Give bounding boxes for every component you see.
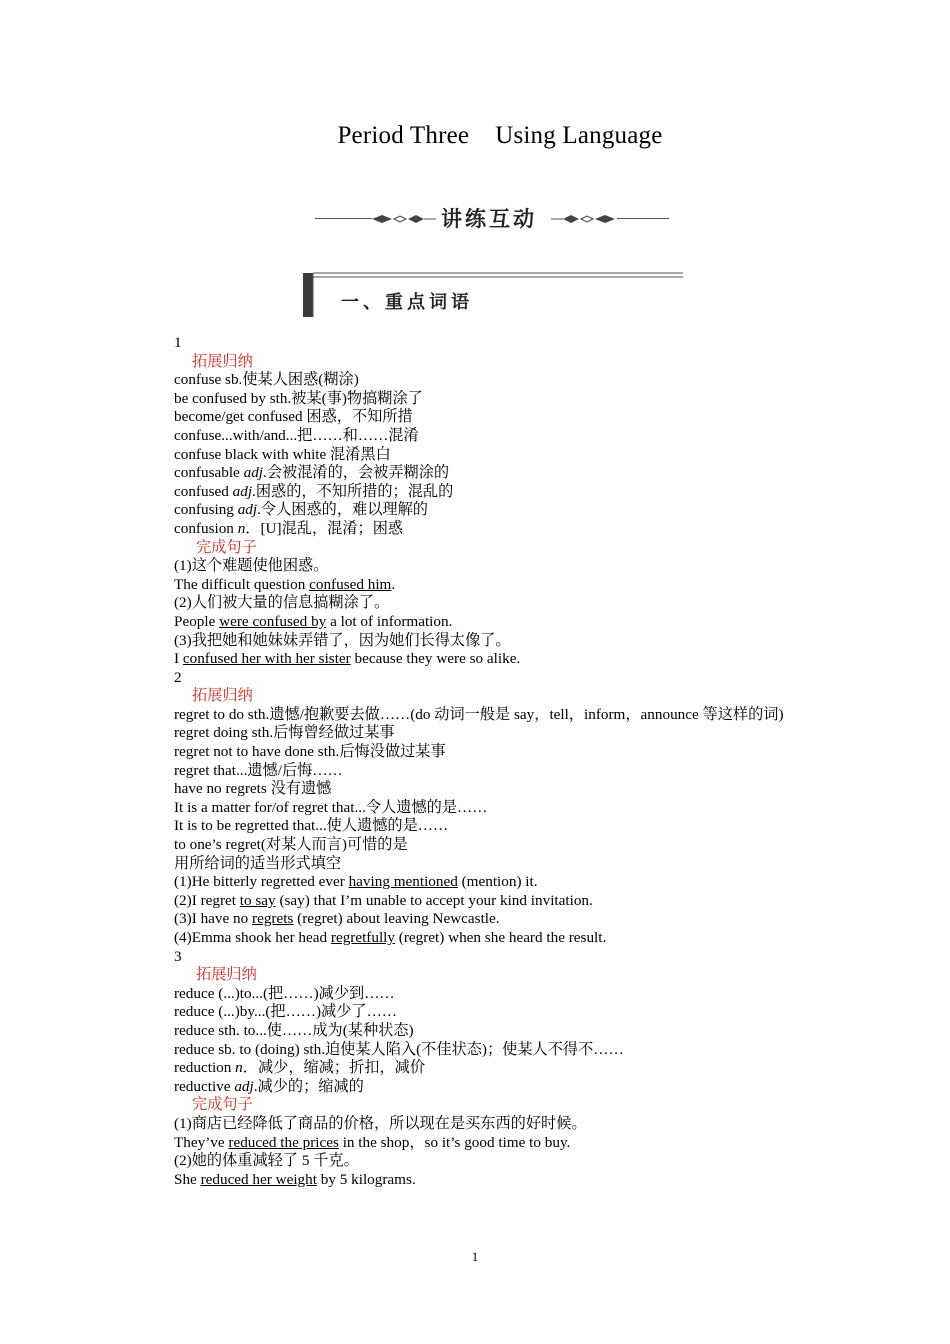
sentence-cn: (3)我把她和她妹妹弄错了，因为她们长得太像了。 [174, 631, 511, 649]
sentence-en: She reduced her weight by 5 kilograms. [174, 1170, 416, 1188]
answer-blank: regretfully [330, 929, 395, 946]
text-line: regret that...遗憾/后悔…… [174, 761, 343, 779]
answer-blank: reduced her weight [200, 1170, 317, 1188]
page-title [0, 122, 950, 150]
banner-rule-right [617, 218, 669, 219]
answer-blank: having mentioned [348, 873, 458, 891]
text-line: reduction n．减少，缩减；折扣，减价 [174, 1059, 425, 1077]
text-line: confuse black with white 混淆黑白 [174, 445, 391, 463]
sentence-en: I confused her with her sister because they were so alike. [174, 650, 521, 668]
title-using-language: Using Language [495, 122, 663, 149]
item-number: 3 [174, 947, 182, 965]
ornament-icon [370, 211, 438, 227]
expand-heading: 拓展归纳 [196, 966, 257, 984]
item-number: 1 [174, 334, 182, 351]
complete-heading: 完成句子 [192, 1096, 253, 1114]
section-banner [315, 203, 670, 235]
text-line: confuse sb.使某人困惑(糊涂) [174, 371, 359, 389]
answer-blank: regrets [252, 910, 294, 928]
fill-sentence: (2)I regret to say (say) that I’m unable to accept your kind invitation. [174, 891, 593, 909]
fill-sentence: (1)He bitterly regretted ever having mentioned (mention) it. [174, 873, 538, 891]
item-number: 2 [174, 668, 182, 686]
sentence-en: The difficult question confused him. [174, 575, 396, 593]
text-line: to one’s regret(对某人而言)可惜的是 [174, 836, 408, 854]
complete-heading: 完成句子 [196, 538, 257, 556]
text-line: be confused by sth.被某(事)物搞糊涂了 [174, 389, 423, 407]
answer-blank: confused her with her sister [182, 650, 351, 668]
content [140, 334, 820, 1189]
text-line: reduce (...)by...(把……)减少了…… [174, 1003, 397, 1021]
text-line: reduce (...)to...(把……)减少到…… [174, 984, 395, 1002]
expand-heading: 拓展归纳 [192, 687, 253, 705]
text-line: reduce sth. to...使……成为(某种状态) [174, 1021, 414, 1039]
text-line: regret doing sth.后悔曾经做过某事 [174, 724, 395, 742]
text-line: reduce sb. to (doing) sth.迫使某人陷入(不佳状态)；使某人不得不…… [174, 1040, 624, 1058]
ornament-icon [551, 211, 619, 227]
sentence-cn: (1)这个难题使他困惑。 [174, 557, 329, 575]
text-line: have no regrets 没有遗憾 [174, 780, 332, 798]
sentence-cn: (2)她的体重减轻了 5 千克。 [174, 1152, 359, 1170]
answer-blank: to say [239, 891, 276, 909]
sentence-cn: (2)人们被大量的信息搞糊涂了。 [174, 594, 390, 612]
section-title: 一、重点词语 [341, 292, 473, 313]
sentence-en: People were confused by a lot of information. [174, 612, 453, 630]
answer-blank: were confused by [219, 612, 327, 630]
text-line: confusion n．[U]混乱，混淆；困惑 [174, 519, 404, 537]
expand-heading: 拓展归纳 [192, 352, 253, 370]
fill-sentence: (4)Emma shook her head regretfully (regret) when she heard the result. [174, 929, 607, 946]
title-period: Period Three [337, 122, 470, 149]
text-line: It is to be regretted that...使人遗憾的是…… [174, 817, 449, 835]
text-line: It is a matter for/of regret that...令人遗憾的是…… [174, 798, 488, 816]
banner-title: 讲练互动 [441, 207, 537, 231]
page-number: 1 [471, 1249, 479, 1264]
sentence-en: They’ve reduced the prices in the shop，so it’s good time to buy. [174, 1133, 571, 1151]
banner-rule-left [315, 218, 372, 219]
text-line: confuse...with/and...把……和……混淆 [174, 426, 419, 444]
answer-blank: confused him [309, 575, 392, 593]
fill-sentence: (3)I have no regrets (regret) about leaving Newcastle. [174, 910, 500, 928]
text-line: confusable adj.会被混淆的，会被弄糊涂的 [174, 464, 450, 482]
text-line: regret not to have done sth.后悔没做过某事 [174, 743, 446, 761]
answer-blank: reduced the prices [228, 1133, 339, 1151]
section-header [303, 270, 683, 318]
sentence-cn: (1)商店已经降低了商品的价格，所以现在是买东西的好时候。 [174, 1114, 587, 1132]
text-line: confusing adj.令人困惑的，难以理解的 [174, 501, 428, 519]
text-line: confused adj.困惑的，不知所措的；混乱的 [174, 482, 454, 500]
text-line: regret to do sth.遗憾/抱歉要去做……(do 动词一般是 say，tell，inform，announce 等这样的词) [174, 705, 784, 723]
text-line: become/get confused 困惑，不知所措 [174, 408, 413, 426]
text-line: 用所给词的适当形式填空 [174, 854, 342, 872]
text-line: reductive adj.减少的；缩减的 [174, 1077, 364, 1095]
